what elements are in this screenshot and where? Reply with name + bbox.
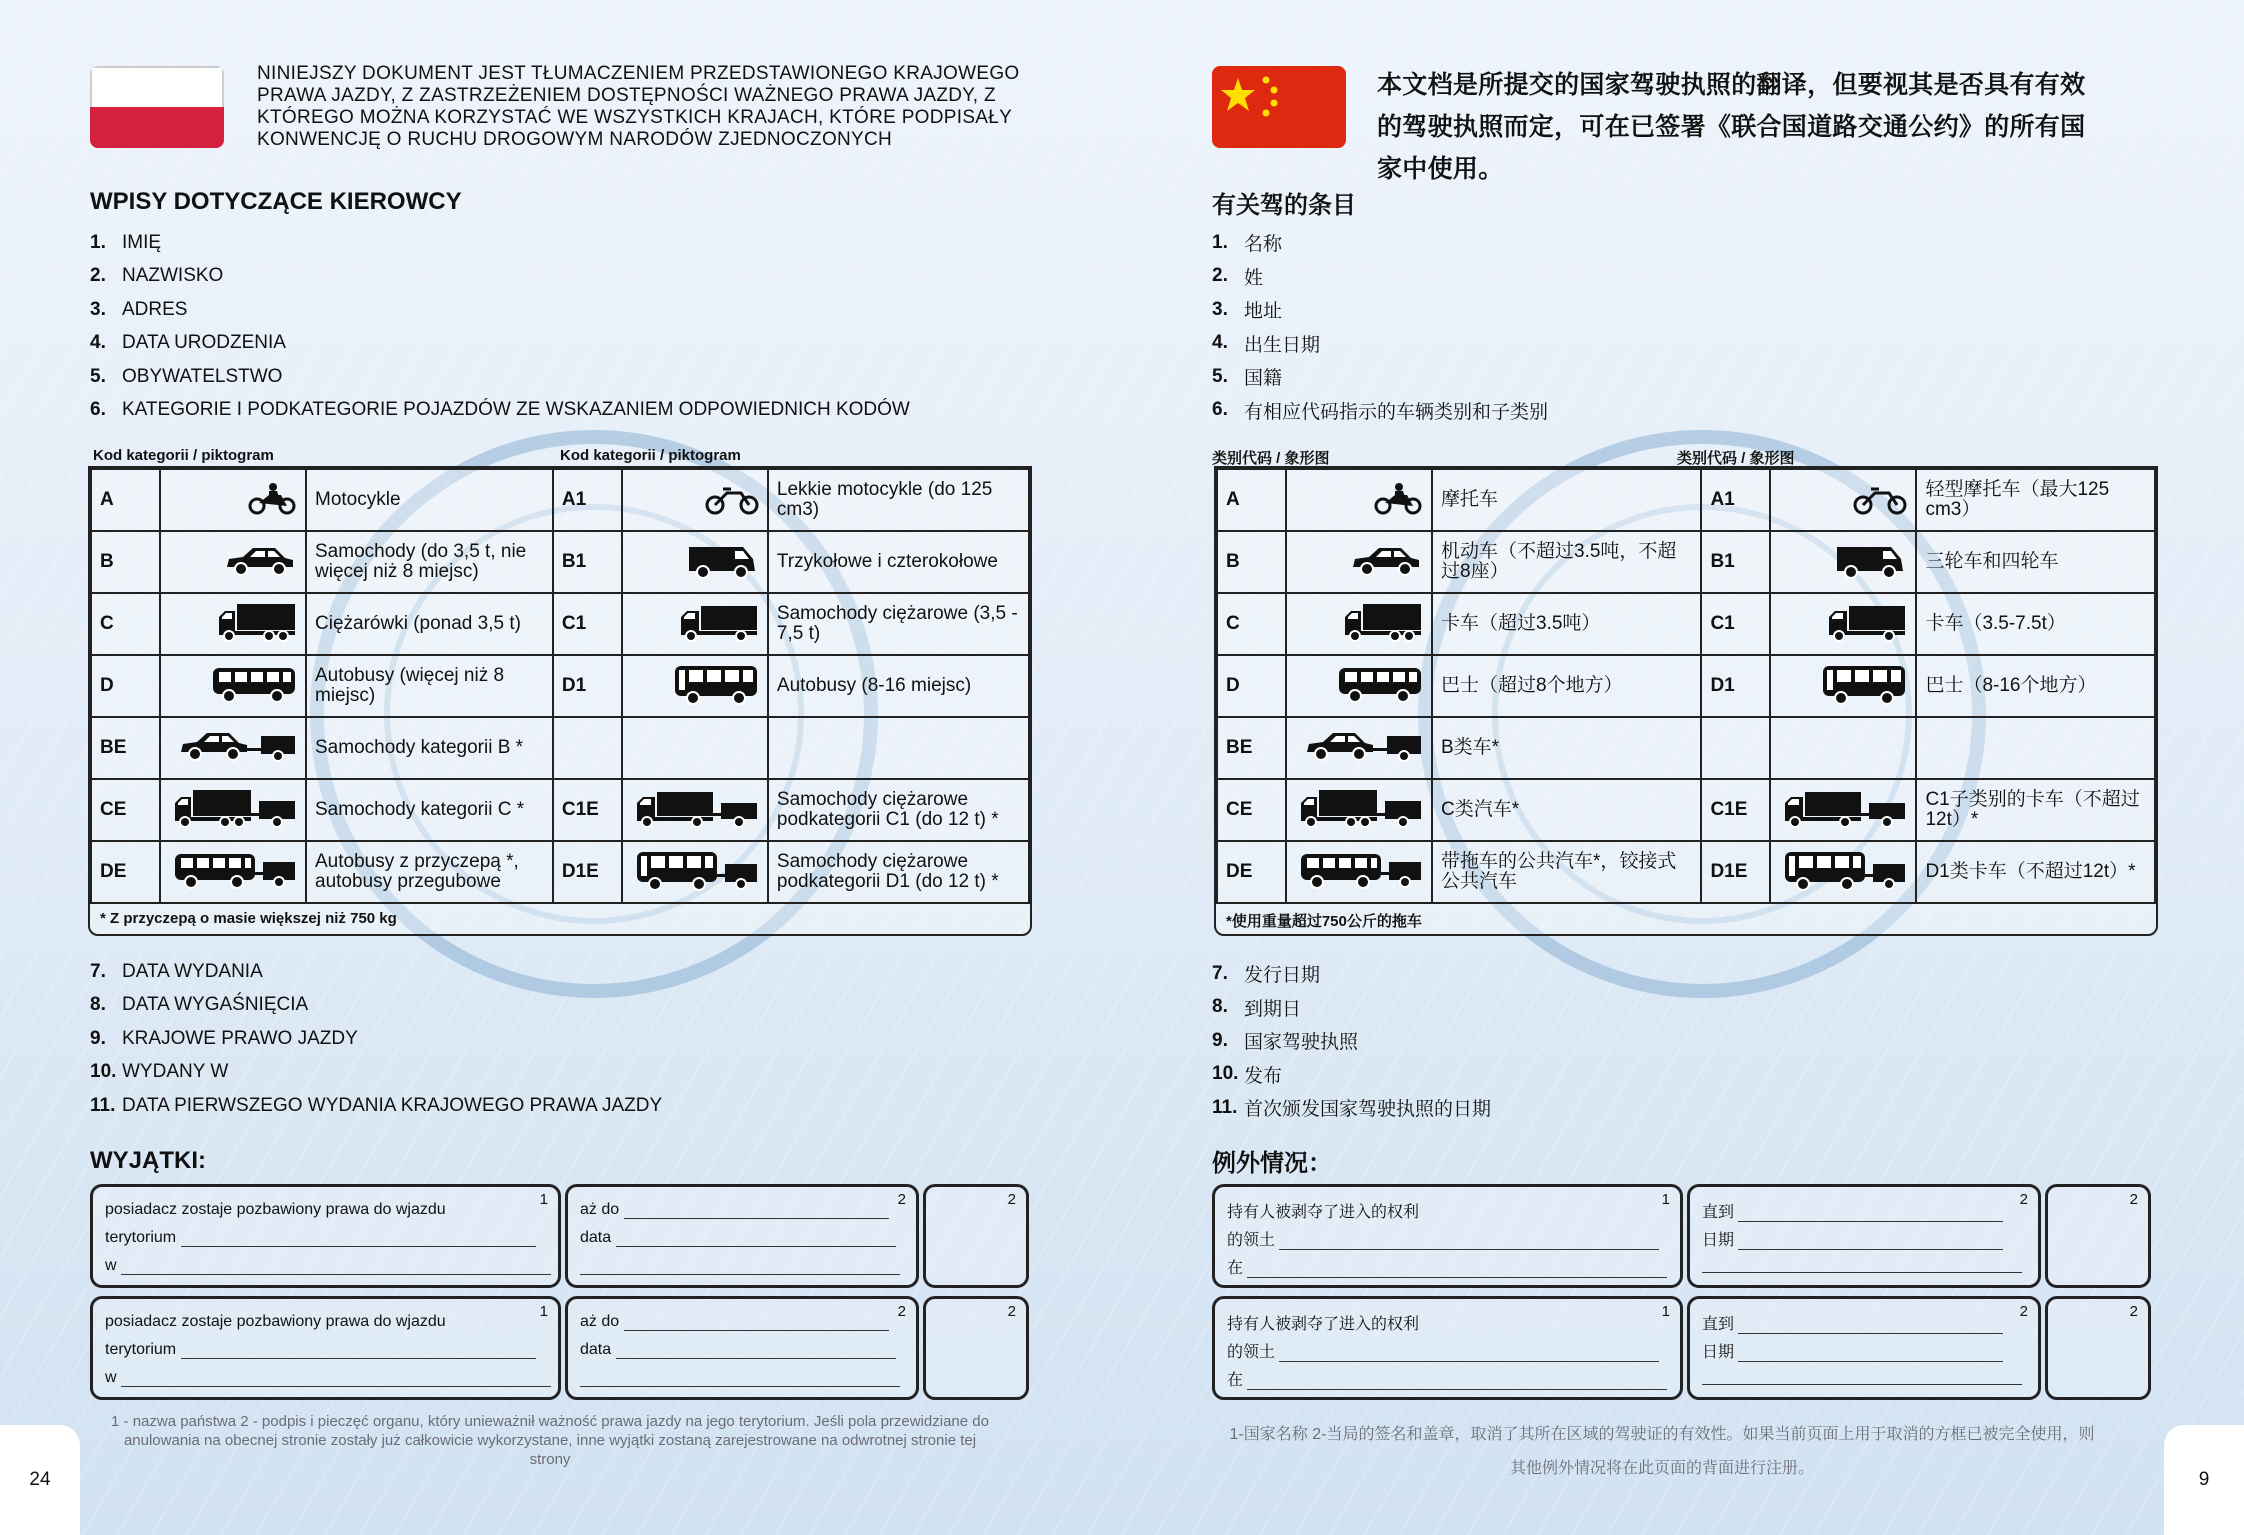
category-description: C类汽车* xyxy=(1432,779,1701,841)
category-code: C1E xyxy=(553,779,622,841)
intro-text: NINIEJSZY DOKUMENT JEST TŁUMACZENIEM PRZEDSTAWIONEGO KRAJOWEGO PRAWA JAZDY, Z ZASTRZEŻENIEM DOSTĘPNOŚCI WAŻNEGO PRAWA JAZDY, Z KTÓREGO MOŻNA KORZYSTAĆ WE WSZYSTKICH KRAJACH, KTÓRE PODPISAŁY KONWENCJĘ O RUCHU DROGOWYM NARODÓW ZJEDNOCZONYCH xyxy=(257,63,1020,150)
minibus-trailer-icon xyxy=(1770,841,1916,903)
category-code: DE xyxy=(91,841,160,903)
category-description: Samochody ciężarowe podkategorii D1 (do 12 t) * xyxy=(768,841,1029,903)
category-description: D1类卡车（不超过12t）* xyxy=(1916,841,2155,903)
exception-until-box[interactable]: 2 直到 日期 xyxy=(1687,1296,2041,1400)
category-description: 三轮车和四轮车 xyxy=(1916,531,2155,593)
motorcycle-icon xyxy=(160,469,306,531)
table-header: 类别代码 / 象形图 xyxy=(1677,450,1795,467)
category-code: A xyxy=(1217,469,1286,531)
list-item: 11. DATA PIERWSZEGO WYDANIA KRAJOWEGO PRAWA JAZDY xyxy=(90,1094,663,1116)
license-fields-list xyxy=(90,955,1090,1123)
list-item: 6. 有相应代码指示的车辆类别和子类别 xyxy=(1212,399,1549,423)
category-table xyxy=(88,466,1032,936)
car-icon xyxy=(160,531,306,593)
bus-icon xyxy=(160,655,306,717)
left-page xyxy=(0,0,1102,1535)
category-description xyxy=(768,717,1029,779)
section-title: WPISY DOTYCZĄCE KIEROWCY xyxy=(90,188,462,215)
exception-stamp-box[interactable]: 2 xyxy=(923,1184,1029,1288)
poland-flag-icon xyxy=(90,66,224,148)
table-row xyxy=(91,779,1029,841)
category-description: Motocykle xyxy=(306,469,553,531)
page-number: 9 xyxy=(2164,1425,2244,1535)
minibus-icon xyxy=(1770,655,1916,717)
category-code: D1 xyxy=(1701,655,1770,717)
section-title: 有关驾的条目 xyxy=(1212,192,1356,219)
table-footnote: *使用重量超过750公斤的拖车 xyxy=(1226,913,1422,930)
china-flag-icon xyxy=(1212,66,1346,148)
car-trailer-icon xyxy=(1286,717,1432,779)
category-description: B类车* xyxy=(1432,717,1701,779)
list-item: 6. KATEGORIE I PODKATEGORIE POJAZDÓW ZE WSKAZANIEM ODPOWIEDNICH KODÓW xyxy=(90,399,910,421)
exception-until-box[interactable]: 2 aż do data xyxy=(565,1184,919,1288)
table-row xyxy=(91,841,1029,903)
category-description: Trzykołowe i czterokołowe xyxy=(768,531,1029,593)
bus-trailer-icon xyxy=(1286,841,1432,903)
list-item: 8. DATA WYGAŚNIĘCIA xyxy=(90,994,309,1016)
list-item: 2. NAZWISKO xyxy=(90,265,224,287)
intro-text: 本文档是所提交的国家驾驶执照的翻译，但要视其是否具有有效的驾驶执照而定，可在已签署《联合国道路交通公约》的所有国家中使用。 xyxy=(1377,71,2086,183)
category-code: C xyxy=(91,593,160,655)
exception-stamp-box[interactable]: 2 xyxy=(2045,1296,2151,1400)
category-description: Autobusy (więcej niż 8 miejsc) xyxy=(306,655,553,717)
category-description: Samochody ciężarowe podkategorii C1 (do 12 t) * xyxy=(768,779,1029,841)
list-item: 10. 发布 xyxy=(1212,1063,1283,1087)
empty-pictogram xyxy=(622,717,768,779)
van-icon xyxy=(1770,531,1916,593)
category-description: Autobusy (8-16 miejsc) xyxy=(768,655,1029,717)
category-code: BE xyxy=(91,717,160,779)
exception-territory-box[interactable]: 1 posiadacz zostaje pozbawiony prawa do wjazdu terytorium w xyxy=(90,1184,561,1288)
table-row xyxy=(91,593,1029,655)
table-row xyxy=(91,531,1029,593)
table-row xyxy=(91,717,1029,779)
list-item: 8. 到期日 xyxy=(1212,996,1302,1020)
small-truck-icon xyxy=(1770,593,1916,655)
light-motorcycle-icon xyxy=(622,469,768,531)
list-item: 7. DATA WYDANIA xyxy=(90,960,263,982)
category-description xyxy=(1916,717,2155,779)
list-item: 3. ADRES xyxy=(90,298,188,320)
list-item: 3. 地址 xyxy=(1212,298,1283,323)
category-code: BE xyxy=(1217,717,1286,779)
category-table xyxy=(1214,466,2158,936)
category-code: C1E xyxy=(1701,779,1770,841)
table-header: Kod kategorii / piktogram xyxy=(560,447,741,464)
category-description: 机动车（不超过3.5吨，不超过8座） xyxy=(1432,531,1701,593)
category-code: A1 xyxy=(1701,469,1770,531)
list-item: 10. WYDANY W xyxy=(90,1061,229,1083)
license-fields-list xyxy=(1212,957,2212,1125)
table-row xyxy=(1217,469,2155,531)
category-description: Ciężarówki (ponad 3,5 t) xyxy=(306,593,553,655)
list-item: 9. KRAJOWE PRAWO JAZDY xyxy=(90,1027,358,1049)
category-code: D xyxy=(1217,655,1286,717)
category-code: C xyxy=(1217,593,1286,655)
motorcycle-icon xyxy=(1286,469,1432,531)
category-code: B1 xyxy=(1701,531,1770,593)
car-icon xyxy=(1286,531,1432,593)
category-description: Autobusy z przyczepą *, autobusy przegubowe xyxy=(306,841,553,903)
car-trailer-icon xyxy=(160,717,306,779)
truck-icon xyxy=(160,593,306,655)
right-page xyxy=(1122,0,2224,1535)
category-description: 巴士（超过8个地方） xyxy=(1432,655,1701,717)
list-item: 11. 首次颁发国家驾驶执照的日期 xyxy=(1212,1096,1492,1121)
van-icon xyxy=(622,531,768,593)
table-row xyxy=(91,469,1029,531)
table-header: Kod kategorii / piktogram xyxy=(93,447,274,464)
table-row xyxy=(1217,531,2155,593)
category-code: CE xyxy=(1217,779,1286,841)
driver-fields-list xyxy=(90,226,1090,427)
category-description: 轻型摩托车（最大125 cm3） xyxy=(1916,469,2155,531)
category-code: D xyxy=(91,655,160,717)
exceptions-title: WYJĄTKI: xyxy=(90,1147,206,1174)
list-item: 1. IMIĘ xyxy=(90,231,162,253)
list-item: 4. DATA URODZENIA xyxy=(90,332,286,354)
truck-trailer-icon xyxy=(1286,779,1432,841)
category-code: B1 xyxy=(553,531,622,593)
exception-stamp-box[interactable]: 2 xyxy=(923,1296,1029,1400)
table-row xyxy=(1217,841,2155,903)
category-code: CE xyxy=(91,779,160,841)
exception-until-box[interactable]: 2 aż do data xyxy=(565,1296,919,1400)
footnote: 1 - nazwa państwa 2 - podpis i pieczęć organu, który unieważnił ważność prawa jazdy na jego terytorium. Jeśli pola przewidziane do anulowania na obecnej stronie zostały już całkowicie wykorzystane, inne wyjątki zostaną zarejestrowane na odwrotnej stronie tej strony xyxy=(111,1413,989,1468)
category-description: 卡车（超过3.5吨） xyxy=(1432,593,1701,655)
small-truck-trailer-icon xyxy=(1770,779,1916,841)
empty-pictogram xyxy=(1770,717,1916,779)
table-footnote: * Z przyczepą o masie większej niż 750 kg xyxy=(100,910,397,927)
table-header: 类别代码 / 象形图 xyxy=(1212,450,1330,467)
footnote: 1-国家名称 2-当局的签名和盖章，取消了其所在区域的驾驶证的有效性。如果当前页面上用于取消的方框已被完全使用，则其他例外情况将在此页面的背面进行注册。 xyxy=(1229,1426,2095,1477)
category-code: D1E xyxy=(553,841,622,903)
list-item: 5. 国籍 xyxy=(1212,365,1283,390)
category-code: B xyxy=(1217,531,1286,593)
category-code: DE xyxy=(1217,841,1286,903)
minibus-trailer-icon xyxy=(622,841,768,903)
table-row xyxy=(1217,717,2155,779)
driver-fields-list xyxy=(1212,226,2212,427)
category-description: 卡车（3.5-7.5t） xyxy=(1916,593,2155,655)
list-item: 9. 国家驾驶执照 xyxy=(1212,1029,1359,1054)
light-motorcycle-icon xyxy=(1770,469,1916,531)
list-item: 5. OBYWATELSTWO xyxy=(90,365,283,387)
small-truck-trailer-icon xyxy=(622,779,768,841)
category-description: 带拖车的公共汽车*，铰接式公共汽车 xyxy=(1432,841,1701,903)
list-item: 7. 发行日期 xyxy=(1212,962,1321,987)
list-item: 4. 出生日期 xyxy=(1212,332,1321,356)
category-code: C1 xyxy=(1701,593,1770,655)
small-truck-icon xyxy=(622,593,768,655)
truck-icon xyxy=(1286,593,1432,655)
category-description: Samochody kategorii B * xyxy=(306,717,553,779)
minibus-icon xyxy=(622,655,768,717)
exception-territory-box[interactable]: 1 持有人被剥夺了进入的权利 的领土 在 xyxy=(1212,1184,1683,1288)
table-row xyxy=(1217,655,2155,717)
list-item: 2. 姓 xyxy=(1212,265,1264,289)
category-description: Samochody ciężarowe (3,5 - 7,5 t) xyxy=(768,593,1029,655)
category-code xyxy=(553,717,622,779)
category-code: A xyxy=(91,469,160,531)
table-row xyxy=(1217,593,2155,655)
category-description: 摩托车 xyxy=(1432,469,1701,531)
category-code: A1 xyxy=(553,469,622,531)
exceptions-title: 例外情况： xyxy=(1212,1150,1332,1177)
category-code: C1 xyxy=(553,593,622,655)
category-description: 巴士（8-16个地方） xyxy=(1916,655,2155,717)
exception-territory-box[interactable]: 1 持有人被剥夺了进入的权利 的领土 在 xyxy=(1212,1296,1683,1400)
category-description: Samochody kategorii C * xyxy=(306,779,553,841)
category-description: C1子类别的卡车（不超过12t）* xyxy=(1916,779,2155,841)
category-code xyxy=(1701,717,1770,779)
category-code: B xyxy=(91,531,160,593)
category-code: D1 xyxy=(553,655,622,717)
page-number: 24 xyxy=(0,1425,80,1535)
exception-territory-box[interactable]: 1 posiadacz zostaje pozbawiony prawa do wjazdu terytorium w xyxy=(90,1296,561,1400)
bus-icon xyxy=(1286,655,1432,717)
bus-trailer-icon xyxy=(160,841,306,903)
category-description: Lekkie motocykle (do 125 cm3) xyxy=(768,469,1029,531)
category-description: Samochody (do 3,5 t, nie więcej niż 8 miejsc) xyxy=(306,531,553,593)
truck-trailer-icon xyxy=(160,779,306,841)
list-item: 1. 名称 xyxy=(1212,231,1283,256)
table-row xyxy=(1217,779,2155,841)
exception-stamp-box[interactable]: 2 xyxy=(2045,1184,2151,1288)
exception-until-box[interactable]: 2 直到 日期 xyxy=(1687,1184,2041,1288)
table-row xyxy=(91,655,1029,717)
category-code: D1E xyxy=(1701,841,1770,903)
